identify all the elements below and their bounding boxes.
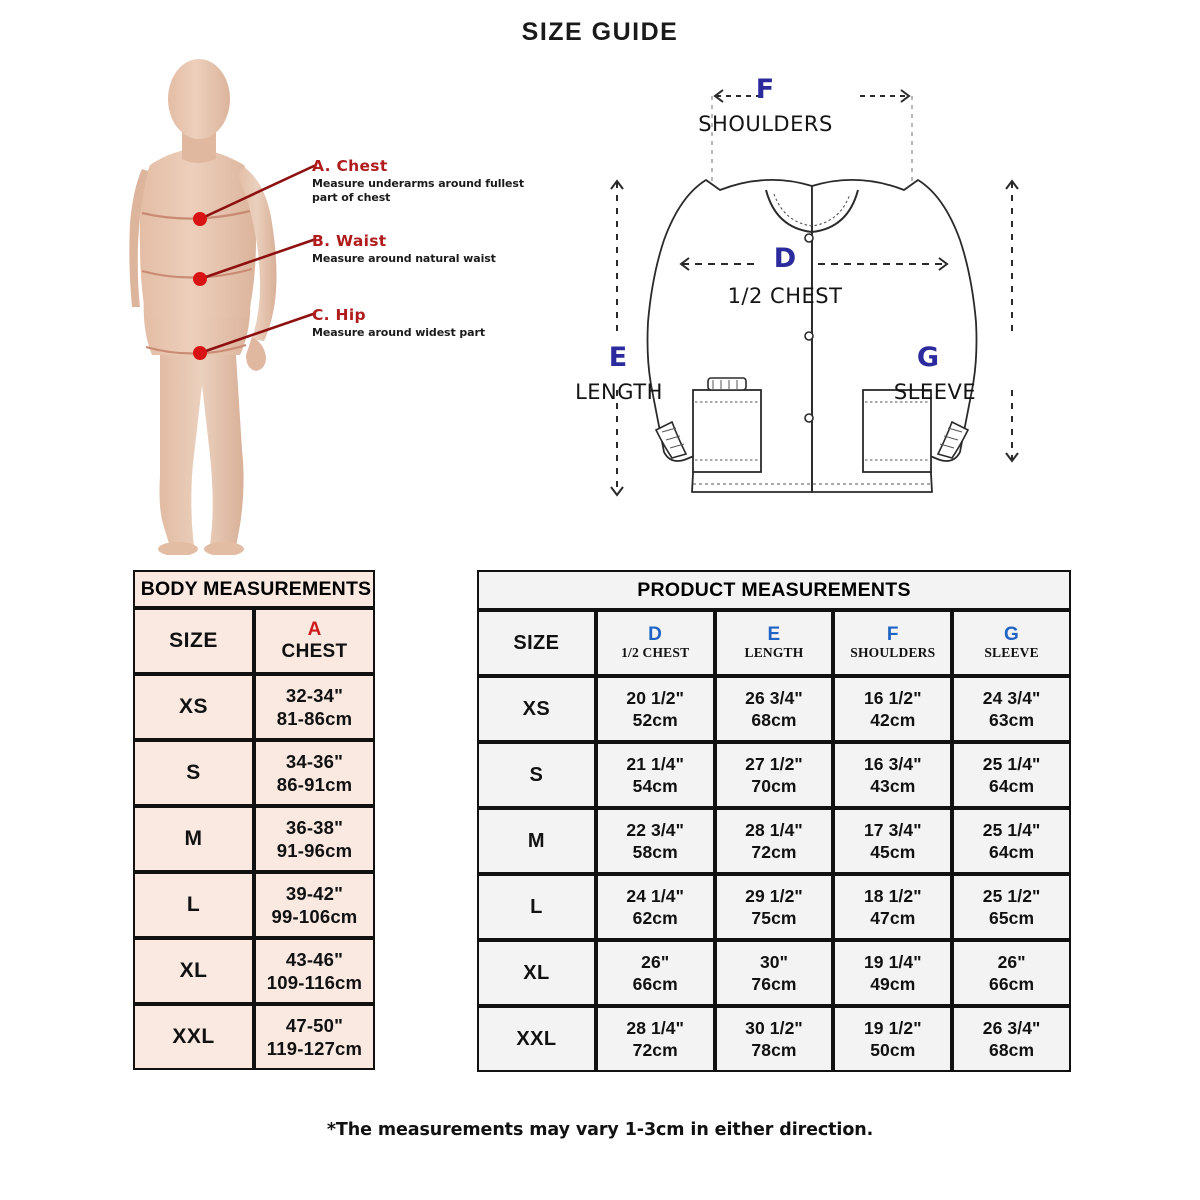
product-header-size-label: SIZE (513, 631, 560, 654)
body-size-value: M (184, 827, 203, 850)
product-value-inch: 20 1/2" (626, 687, 685, 708)
dimension-letter-e: E (608, 342, 628, 373)
body-size-value: XS (178, 695, 208, 718)
product-value-cm: 63cm (989, 710, 1035, 730)
product-table-caption-cell: PRODUCT MEASUREMENTS (477, 570, 1071, 610)
body-size-value: XL (179, 959, 208, 982)
body-chest-inch: 32-34" (285, 684, 344, 706)
body-cell-chest (254, 674, 375, 740)
product-value-cm: 42cm (870, 710, 916, 730)
jacket-button-bottom (805, 414, 813, 422)
table-header-row (133, 608, 375, 674)
product-header-sleeve-cell (952, 610, 1071, 676)
body-measurements-table (133, 570, 375, 1070)
product-cell-length (715, 808, 834, 874)
product-value-inch: 27 1/2" (745, 753, 803, 774)
annotation-hip (312, 307, 542, 340)
body-chest-cm: 99-106cm (271, 906, 358, 927)
annotation-chest (312, 158, 542, 205)
product-value-inch: 25 1/4" (982, 753, 1041, 774)
dimension-label-length: LENGTH (575, 380, 663, 404)
product-cell-sleeve (952, 874, 1071, 940)
body-header-size-cell (133, 608, 254, 674)
marker-dot-hip (193, 346, 207, 360)
product-cell-sleeve (952, 940, 1071, 1006)
product-header-label-sleeve: SLEEVE (984, 644, 1039, 660)
product-value-cm: 43cm (870, 776, 916, 796)
product-cell-length (715, 742, 834, 808)
table-row (477, 676, 1071, 742)
product-value-inch: 26" (997, 951, 1026, 972)
body-header-chest-cell (254, 608, 375, 674)
body-header-size-label: SIZE (169, 629, 218, 652)
body-chest-inch: 34-36" (285, 750, 344, 772)
table-row (133, 674, 375, 740)
body-cell-chest (254, 740, 375, 806)
body-cell-size (133, 806, 254, 872)
product-size-value: XL (523, 961, 550, 984)
product-header-label-length: LENGTH (744, 644, 804, 660)
product-value-inch: 25 1/4" (982, 819, 1041, 840)
product-value-inch: 17 3/4" (863, 819, 922, 840)
table-caption-row (477, 570, 1071, 610)
body-chest-inch: 43-46" (285, 948, 344, 970)
body-size-value: L (186, 893, 201, 916)
product-value-inch: 19 1/2" (863, 1017, 922, 1038)
product-value-inch: 19 1/4" (863, 951, 922, 972)
dimension-label-shoulders: SHOULDERS (698, 112, 833, 136)
annotation-chest-title: A. Chest (312, 157, 388, 175)
body-measurements-table-container (133, 570, 375, 1070)
product-cell-length (715, 676, 834, 742)
product-cell-sleeve (952, 808, 1071, 874)
body-cell-size (133, 674, 254, 740)
product-header-shoulders-cell (833, 610, 952, 676)
length-dimension-arrow (611, 181, 623, 495)
product-header-label-half-chest: 1/2 CHEST (621, 644, 690, 660)
body-chest-cm: 91-96cm (276, 840, 353, 861)
table-caption-row (133, 570, 375, 608)
product-size-value: L (530, 895, 543, 918)
product-value-cm: 64cm (989, 842, 1035, 862)
product-value-cm: 66cm (632, 974, 678, 994)
product-value-inch: 24 3/4" (982, 687, 1041, 708)
body-figure-illustration (120, 55, 540, 555)
body-cell-size (133, 1004, 254, 1070)
product-cell-half-chest (596, 1006, 715, 1072)
product-value-cm: 50cm (870, 1040, 916, 1060)
sleeve-dimension-arrow (1006, 181, 1018, 461)
product-value-inch: 30 1/2" (745, 1017, 803, 1038)
product-value-inch: 21 1/4" (626, 753, 685, 774)
table-row (477, 1006, 1071, 1072)
body-measurement-diagram (120, 55, 540, 555)
table-row (133, 806, 375, 872)
product-value-cm: 68cm (989, 1040, 1035, 1060)
product-cell-sleeve (952, 742, 1071, 808)
product-value-cm: 78cm (751, 1040, 797, 1060)
table-row (133, 740, 375, 806)
body-chest-inch: 47-50" (285, 1014, 344, 1036)
body-chest-cm: 86-91cm (276, 774, 353, 795)
product-value-inch: 29 1/2" (745, 885, 803, 906)
product-header-label-shoulders: SHOULDERS (850, 644, 936, 660)
annotation-hip-title: C. Hip (312, 306, 366, 324)
body-cell-chest (254, 872, 375, 938)
product-header-half-chest-cell (596, 610, 715, 676)
annotation-chest-description: Measure underarms around fullest part of chest (312, 176, 525, 204)
product-size-value: M (527, 829, 545, 852)
product-cell-length (715, 940, 834, 1006)
dimension-letter-g: G (916, 342, 940, 373)
table-header-row (477, 610, 1071, 676)
product-header-letter-d: D (648, 623, 663, 645)
product-cell-size (477, 1006, 596, 1072)
product-value-cm: 62cm (632, 908, 678, 928)
body-table-caption: BODY MEASUREMENTS (140, 578, 372, 600)
product-value-inch: 28 1/4" (626, 1017, 685, 1038)
body-size-value: XXL (172, 1025, 215, 1048)
product-cell-shoulders (833, 808, 952, 874)
dimension-label-half-chest: 1/2 CHEST (727, 284, 843, 308)
product-cell-size (477, 808, 596, 874)
product-cell-size (477, 676, 596, 742)
body-header-chest-label: CHEST (281, 640, 348, 662)
table-row (133, 1004, 375, 1070)
product-value-cm: 47cm (870, 908, 916, 928)
product-cell-size (477, 742, 596, 808)
body-cell-chest (254, 806, 375, 872)
body-cell-size (133, 872, 254, 938)
product-cell-shoulders (833, 874, 952, 940)
product-value-cm: 70cm (751, 776, 797, 796)
body-cell-size (133, 740, 254, 806)
product-value-cm: 76cm (751, 974, 797, 994)
product-measurements-table (477, 570, 1071, 1072)
body-chest-inch: 39-42" (285, 882, 344, 904)
marker-dot-waist (193, 272, 207, 286)
product-value-cm: 49cm (870, 974, 916, 994)
product-cell-size (477, 940, 596, 1006)
product-cell-shoulders (833, 940, 952, 1006)
marker-dot-chest (193, 212, 207, 226)
product-value-cm: 66cm (989, 974, 1035, 994)
body-size-value: S (186, 761, 201, 784)
product-header-size-cell (477, 610, 596, 676)
product-value-cm: 75cm (751, 908, 797, 928)
product-header-letter-f: F (886, 623, 899, 645)
product-cell-half-chest (596, 808, 715, 874)
product-size-value: XXL (516, 1027, 557, 1050)
product-measurement-diagram (560, 60, 1080, 520)
table-row (133, 938, 375, 1004)
product-cell-length (715, 1006, 834, 1072)
body-table-caption-cell (133, 570, 375, 608)
product-value-inch: 28 1/4" (745, 819, 803, 840)
body-chest-cm: 109-116cm (266, 972, 363, 993)
figure-foot-right (204, 542, 244, 555)
product-value-cm: 65cm (989, 908, 1035, 928)
body-cell-chest (254, 1004, 375, 1070)
product-value-cm: 72cm (751, 842, 797, 862)
product-value-inch: 24 1/4" (626, 885, 685, 906)
product-value-inch: 26" (641, 951, 670, 972)
dimension-letter-d: D (773, 243, 797, 274)
table-row (477, 742, 1071, 808)
product-value-inch: 16 3/4" (863, 753, 922, 774)
product-size-value: S (529, 763, 544, 786)
product-cell-half-chest (596, 940, 715, 1006)
product-value-cm: 68cm (751, 710, 797, 730)
annotation-waist-description: Measure around natural waist (312, 251, 496, 265)
product-cell-half-chest (596, 676, 715, 742)
jacket-button-top (805, 234, 813, 242)
annotation-waist (312, 233, 542, 266)
product-value-cm: 54cm (632, 776, 678, 796)
body-cell-size (133, 938, 254, 1004)
product-value-inch: 16 1/2" (863, 687, 922, 708)
product-cell-shoulders (833, 1006, 952, 1072)
table-row (477, 940, 1071, 1006)
body-cell-chest (254, 938, 375, 1004)
product-cell-size (477, 874, 596, 940)
product-measurements-table-container (477, 570, 1071, 1072)
product-value-cm: 64cm (989, 776, 1035, 796)
table-row (477, 874, 1071, 940)
jacket-pocket-left (693, 378, 761, 472)
figure-hand-right (246, 337, 266, 371)
product-cell-half-chest (596, 874, 715, 940)
product-value-inch: 25 1/2" (982, 885, 1041, 906)
annotation-hip-description: Measure around widest part (312, 325, 485, 339)
table-row (133, 872, 375, 938)
annotation-waist-title: B. Waist (312, 232, 387, 250)
product-cell-length (715, 874, 834, 940)
product-cell-shoulders (833, 676, 952, 742)
table-row (477, 808, 1071, 874)
product-value-inch: 26 3/4" (982, 1017, 1041, 1038)
jacket-button-middle (805, 332, 813, 340)
body-chest-cm: 81-86cm (276, 708, 353, 729)
product-size-value: XS (522, 697, 551, 720)
product-value-cm: 72cm (632, 1040, 678, 1060)
product-header-letter-e: E (767, 623, 781, 645)
figure-head (168, 59, 230, 139)
product-cell-sleeve (952, 1006, 1071, 1072)
product-cell-half-chest (596, 742, 715, 808)
body-chest-inch: 36-38" (285, 816, 344, 838)
product-value-cm: 45cm (870, 842, 916, 862)
product-value-inch: 22 3/4" (626, 819, 685, 840)
body-header-letter: A (307, 618, 322, 640)
product-cell-sleeve (952, 676, 1071, 742)
product-header-length-cell (715, 610, 834, 676)
page-title: SIZE GUIDE (521, 18, 679, 46)
body-chest-cm: 119-127cm (266, 1038, 363, 1059)
product-value-inch: 30" (759, 951, 789, 972)
product-cell-shoulders (833, 742, 952, 808)
product-value-cm: 52cm (632, 710, 678, 730)
dimension-letter-f: F (755, 74, 775, 105)
measurement-variance-note: *The measurements may vary 1-3cm in either direction. (326, 1120, 874, 1140)
product-value-cm: 58cm (632, 842, 678, 862)
product-value-inch: 18 1/2" (863, 885, 922, 906)
product-value-inch: 26 3/4" (745, 687, 803, 708)
dimension-label-sleeve: SLEEVE (893, 380, 977, 404)
product-header-letter-g: G (1004, 623, 1020, 645)
